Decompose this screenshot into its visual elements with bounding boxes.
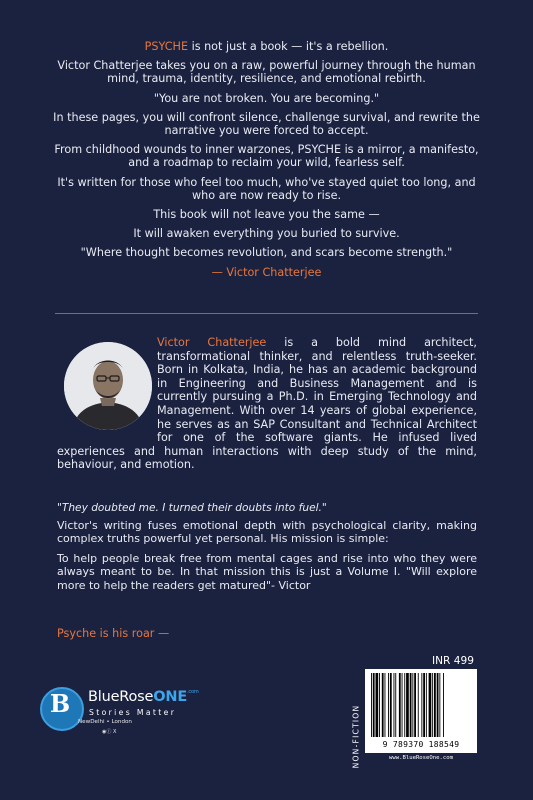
blurb-paragraph-3: In these pages, you will confront silence, challenge survival, and rewrite the narrative you were forced to accept. <box>53 110 480 138</box>
genre-label: NON-FICTION <box>351 704 361 769</box>
blurb-intro <box>50 40 483 53</box>
publisher-name <box>88 689 199 705</box>
blurb-paragraph-2: "You are not broken. You are becoming." <box>153 91 380 105</box>
blurb-paragraph-1: Victor Chatterjee takes you on a raw, powerful journey through the human mind, trauma, identity, resilience, and emotional rebirth. <box>57 59 476 86</box>
mission-paragraph-1: Victor's writing fuses emotional depth with psychological clarity, making complex truths powerful yet personal. His mission is simple: <box>57 519 477 546</box>
brand-psyche: PSYCHE <box>144 40 189 53</box>
publisher-tagline: Stories Matter <box>89 708 177 717</box>
publisher-locations: NewDelhi • London <box>78 719 132 725</box>
book-blurb <box>50 40 483 279</box>
author-mission <box>57 519 477 598</box>
publisher-name-part2: ONE <box>153 689 188 705</box>
section-divider <box>55 313 478 314</box>
publisher-name-part1: BlueRose <box>88 689 154 705</box>
author-name: Victor Chatterjee <box>157 336 267 349</box>
blurb-paragraph-7: It will awaken everything you buried to survive. <box>133 227 400 241</box>
publisher-name-suffix: .com <box>187 689 199 695</box>
logo-initial: B <box>49 689 71 718</box>
blurb-intro-text: is not just a book — it's a rebellion. <box>188 40 389 53</box>
author-quote: "They doubted me. I turned their doubts into fuel." <box>57 502 327 514</box>
blurb-paragraph-5: It's written for those who feel too much, who've stayed quiet too long, and who are now ready to rise. <box>57 175 476 202</box>
publisher-website: www.BlueRoseOne.com <box>389 755 453 761</box>
mission-paragraph-2: To help people break free from mental cages and rise into who they were always meant to be. In that mission this is just a Volume I. "Will explore more to help the readers get matured"- Victor <box>57 551 477 592</box>
publisher-logo <box>38 684 238 744</box>
closing-line: Psyche is his roar — <box>57 627 170 640</box>
blurb-paragraph-4: From childhood wounds to inner warzones, PSYCHE is a mirror, a manifesto, and a roadmap to reclaim your wild, fearless self. <box>54 143 479 170</box>
isbn-number: 9 789370 188549 <box>382 740 460 749</box>
isbn-barcode <box>365 669 477 753</box>
price-label: INR 499 <box>432 655 474 667</box>
blurb-paragraph-8: "Where thought becomes revolution, and scars become strength." <box>80 246 453 260</box>
author-bio <box>57 336 477 472</box>
blurb-paragraph-6: This book will not leave you the same — <box>153 208 380 222</box>
author-bio-text: is a bold mind architect, transformational thinker, and relentless truth-seeker. Born in Kolkata, India, he has an academic background in Engineering and Business Management and is currently pursuing a Ph.D. in Emerging Technology and Management. With over 14 years of global experience, he serves as an SAP Consultant and Technical Architect for one of the software giants. He infused lived experiences and human interactions with deep study of the mind, behaviour, and emotion. <box>57 336 477 472</box>
publisher-social-icons: ◉ⓕ X <box>102 729 117 735</box>
photo-wrap-space <box>57 336 157 436</box>
blurb-attribution: — Victor Chatterjee <box>211 265 322 279</box>
